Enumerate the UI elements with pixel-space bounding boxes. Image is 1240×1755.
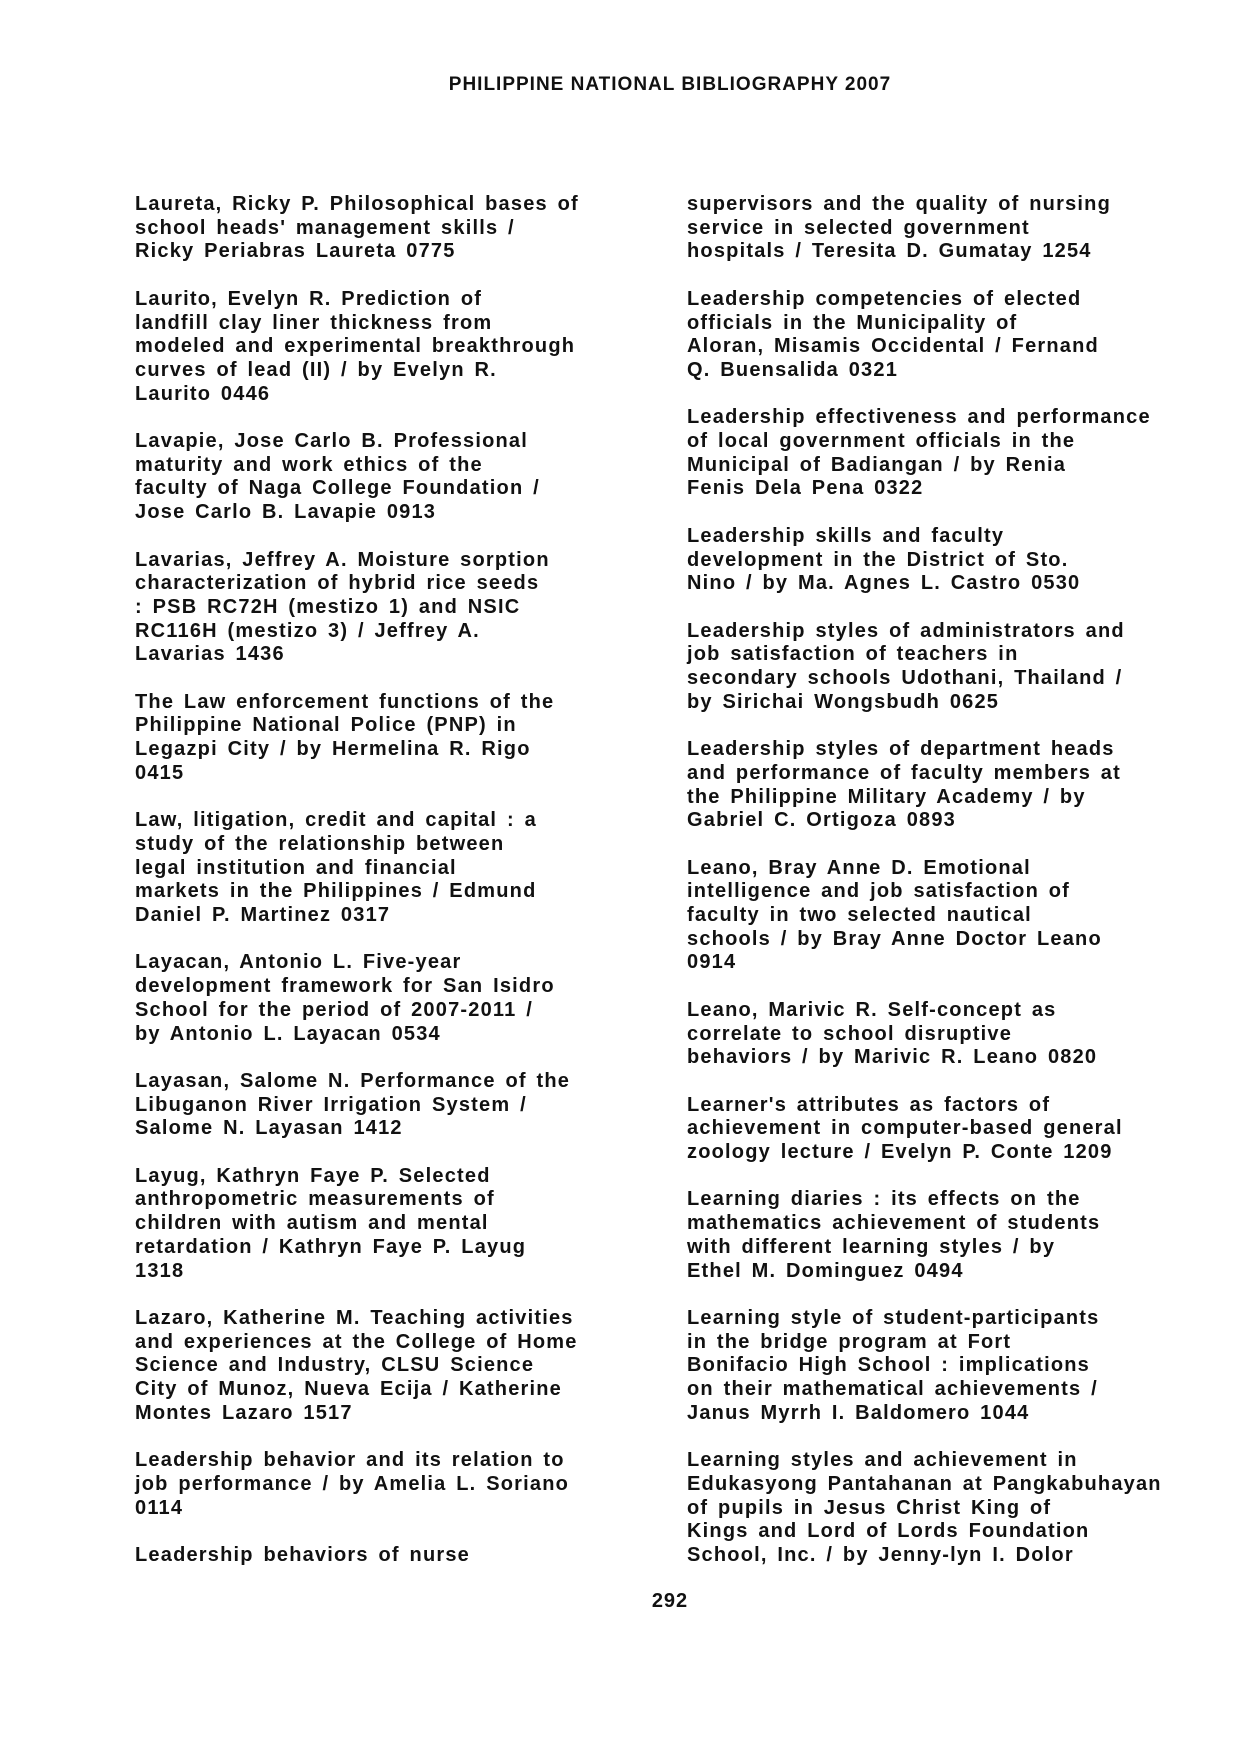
entry-line: maturity and work ethics of the [135, 453, 483, 476]
entry-line: Leano, Marivic R. Self-concept as [687, 998, 1057, 1021]
entry-line: Leano, Bray Anne D. Emotional [687, 856, 1031, 879]
entry-line: retardation / Kathryn Faye P. Layug [135, 1235, 527, 1258]
entry-line: faculty of Naga College Foundation / [135, 477, 540, 500]
bibliography-entry [687, 1307, 1207, 1426]
entry-line: of local government officials in the [687, 430, 1076, 452]
entry-line: City of Munoz, Nueva Ecija / Katherine [135, 1378, 562, 1401]
entry-line: intelligence and job satisfaction of [687, 880, 1071, 903]
entry-line: Edukasyong Pantahanan at Pangkabuhayan [687, 1472, 1162, 1495]
entry-line: schools / by Bray Anne Doctor Leano [687, 927, 1102, 950]
entry-line: Q. Buensalida 0321 [687, 358, 899, 381]
bibliography-entry [687, 406, 1207, 501]
bibliography-entry [687, 620, 1207, 715]
entry-line: The Law enforcement functions of the [135, 690, 555, 713]
entry-line: Lazaro, Katherine M. Teaching activities [135, 1306, 574, 1329]
bibliography-entry [135, 1449, 655, 1520]
entry-line: supervisors and the quality of nursing [687, 193, 1111, 215]
bibliography-entry [135, 193, 655, 264]
bibliography-entry [687, 1188, 1207, 1283]
entry-line: Bonifacio High School : implications [687, 1354, 1090, 1377]
bibliography-entry [135, 430, 655, 525]
entry-line: hospitals / Teresita D. Gumatay 1254 [687, 240, 1092, 263]
entry-line: 0415 [135, 761, 185, 784]
entry-line: Leadership competencies of elected [687, 287, 1082, 310]
entry-line: Montes Lazaro 1517 [135, 1401, 353, 1424]
entry-line: legal institution and financial [135, 856, 457, 879]
left-column [135, 193, 655, 1591]
entry-line: Leadership behaviors of nurse [135, 1543, 470, 1566]
entry-line: Ricky Periabras Laureta 0775 [135, 240, 456, 263]
bibliography-entry [687, 857, 1207, 976]
bibliography-entry [135, 809, 655, 928]
entry-line: Learning style of student-participants [687, 1306, 1100, 1329]
right-column [687, 193, 1207, 1591]
entry-line: Leadership styles of administrators and [687, 619, 1125, 642]
bibliography-entry [135, 549, 655, 668]
entry-line: Lavapie, Jose Carlo B. Professional [135, 430, 529, 452]
entry-line: : PSB RC72H (mestizo 1) and NSIC [135, 595, 521, 618]
entry-line: 0914 [687, 951, 737, 974]
entry-line: Janus Myrrh I. Baldomero 1044 [687, 1401, 1030, 1424]
entry-line: Municipal of Badiangan / by Renia [687, 453, 1067, 476]
entry-line: landfill clay liner thickness from [135, 311, 493, 334]
entry-line: Learning styles and achievement in [687, 1449, 1078, 1472]
page-title: PHILIPPINE NATIONAL BIBLIOGRAPHY 2007 [448, 74, 892, 95]
bibliography-entry [135, 1165, 655, 1284]
entry-line: Salome N. Layasan 1412 [135, 1117, 403, 1140]
entry-line: curves of lead (II) / by Evelyn R. [135, 358, 497, 381]
entry-line: correlate to school disruptive [687, 1022, 1013, 1045]
entry-line: modeled and experimental breakthrough [135, 335, 576, 358]
entry-line: and performance of faculty members at [687, 761, 1121, 784]
entry-line: Layacan, Antonio L. Five-year [135, 951, 462, 974]
entry-line: Laureta, Ricky P. Philosophical bases of [135, 193, 579, 215]
entry-line: faculty in two selected nautical [687, 904, 1032, 926]
entry-line: Leadership effectiveness and performance [687, 406, 1151, 429]
bibliography-entry [135, 691, 655, 786]
entry-line: school heads' management skills / [135, 216, 515, 239]
page-number: 292 [651, 1590, 689, 1612]
bibliography-entry [135, 1544, 655, 1568]
bibliography-entry [135, 1070, 655, 1141]
entry-line: zoology lecture / Evelyn P. Conte 1209 [687, 1141, 1113, 1163]
entry-line: development framework for San Isidro [135, 975, 555, 998]
entry-line: Learner's attributes as factors of [687, 1093, 1051, 1116]
entry-line: children with autism and mental [135, 1212, 489, 1235]
bibliography-entry [687, 288, 1207, 383]
entry-line: Lavarias, Jeffrey A. Moisture sorption [135, 548, 550, 571]
entry-line: Kings and Lord of Lords Foundation [687, 1520, 1090, 1543]
entry-line: RC116H (mestizo 3) / Jeffrey A. [135, 619, 480, 642]
entry-line: School for the period of 2007-2011 / [135, 998, 533, 1021]
entry-line: mathematics achievement of students [687, 1212, 1101, 1235]
entry-line: Daniel P. Martinez 0317 [135, 904, 391, 927]
entry-line: Layug, Kathryn Faye P. Selected [135, 1164, 491, 1187]
bibliography-entry [687, 1094, 1207, 1165]
entry-line: anthropometric measurements of [135, 1188, 495, 1211]
bibliography-entry [135, 951, 655, 1046]
entry-line: officials in the Municipality of [687, 311, 1018, 334]
entry-line: study of the relationship between [135, 832, 505, 855]
bibliography-entry [687, 999, 1207, 1070]
entry-line: 1318 [135, 1259, 185, 1282]
entry-line: and experiences at the College of Home [135, 1330, 578, 1353]
bibliography-entry [135, 288, 655, 407]
entry-line: Layasan, Salome N. Performance of the [135, 1069, 571, 1092]
entry-line: Legazpi City / by Hermelina R. Rigo [135, 738, 531, 761]
bibliography-entry [135, 1307, 655, 1426]
entry-line: Aloran, Misamis Occidental / Fernand [687, 335, 1099, 358]
entry-line: behaviors / by Marivic R. Leano 0820 [687, 1046, 1098, 1069]
entry-line: Jose Carlo B. Lavapie 0913 [135, 501, 437, 524]
entry-line: Laurito 0446 [135, 382, 271, 405]
entry-line: service in selected government [687, 216, 1030, 239]
entry-line: Gabriel C. Ortigoza 0893 [687, 809, 956, 832]
bibliography-entry [687, 193, 1207, 264]
entry-line: Libuganon River Irrigation System / [135, 1093, 527, 1116]
entry-line: of pupils in Jesus Christ King of [687, 1496, 1052, 1519]
entry-line: the Philippine Military Academy / by [687, 785, 1086, 808]
entry-line: with different learning styles / by [687, 1235, 1056, 1258]
entry-line: markets in the Philippines / Edmund [135, 880, 537, 903]
entry-line: 0114 [135, 1496, 184, 1519]
entry-line: School, Inc. / by Jenny-lyn I. Dolor [687, 1543, 1074, 1566]
entry-line: secondary schools Udothani, Thailand / [687, 667, 1123, 689]
entry-line: Law, litigation, credit and capital : a [135, 809, 537, 832]
entry-line: Leadership skills and faculty [687, 524, 1005, 547]
entry-line: by Antonio L. Layacan 0534 [135, 1022, 441, 1045]
entry-line: Leadership behavior and its relation to [135, 1449, 565, 1472]
entry-line: Nino / by Ma. Agnes L. Castro 0530 [687, 572, 1081, 595]
entry-line: on their mathematical achievements / [687, 1378, 1098, 1400]
entry-line: job performance / by Amelia L. Soriano [135, 1472, 570, 1495]
entry-line: characterization of hybrid rice seeds [135, 572, 540, 595]
entry-line: Laurito, Evelyn R. Prediction of [135, 287, 483, 310]
bibliography-entry [687, 1449, 1207, 1568]
entry-line: achievement in computer-based general [687, 1117, 1123, 1140]
entry-line: Science and Industry, CLSU Science [135, 1354, 535, 1377]
bibliography-entry [687, 738, 1207, 833]
entry-line: Philippine National Police (PNP) in [135, 714, 517, 737]
entry-line: Learning diaries : its effects on the [687, 1188, 1081, 1211]
entry-line: in the bridge program at Fort [687, 1330, 1012, 1353]
entry-line: by Sirichai Wongsbudh 0625 [687, 690, 1000, 713]
entry-line: Lavarias 1436 [135, 643, 285, 666]
entry-line: Leadership styles of department heads [687, 738, 1115, 761]
entry-line: Ethel M. Dominguez 0494 [687, 1259, 964, 1282]
entry-line: Fenis Dela Pena 0322 [687, 477, 924, 500]
entry-line: development in the District of Sto. [687, 548, 1069, 571]
entry-line: job satisfaction of teachers in [687, 643, 1019, 666]
bibliography-entry [687, 525, 1207, 596]
